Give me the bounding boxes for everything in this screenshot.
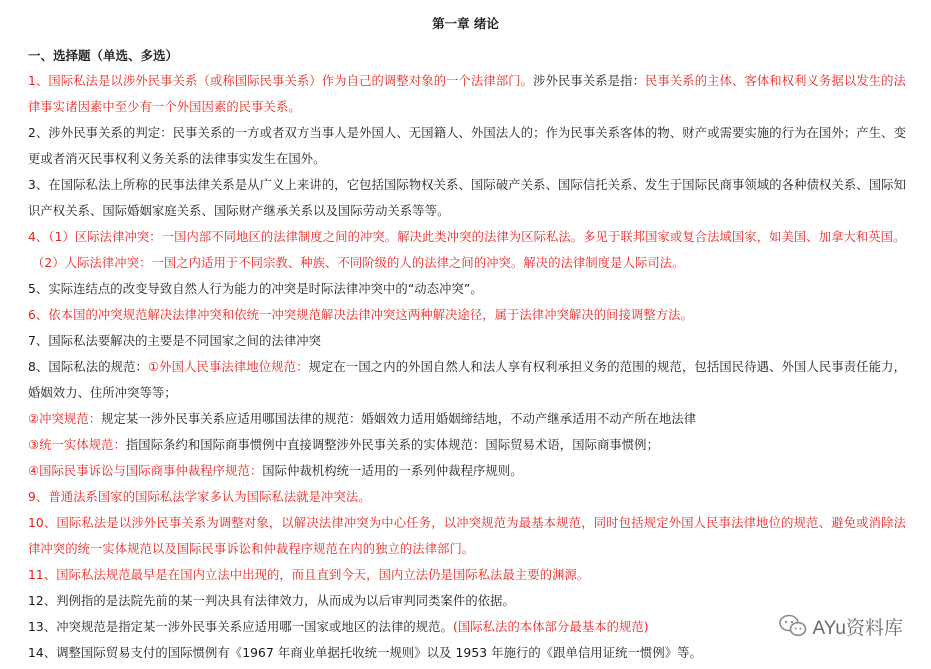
item-8-lead: 8、国际私法的规范： xyxy=(28,360,149,374)
item-3: 3、在国际私法上所称的民事法律关系是从广义上来讲的，它包括国际物权关系、国际破产关系、国际信托关系、发生于国际民商事领域的各种债权关系、国际知识产权关系、国际婚姻家庭关系、国际财产继承关系以及国际劳动关系等等。 xyxy=(28,178,906,218)
chat-bubbles-icon xyxy=(779,614,807,638)
item-9: 9、普通法系国家的国际私法学家多认为国际私法就是冲突法。 xyxy=(28,490,371,504)
item-13-note: (国际私法的本体部分最基本的规范) xyxy=(452,620,649,634)
item-6: 6、依本国的冲突规范解决法律冲突和依统一冲突规范解决法律冲突这两种解决途径，属于法律冲突解决的间接调整方法。 xyxy=(28,308,693,322)
item-1 xyxy=(28,68,906,120)
item-4b: （2）人际法律冲突：一国之内适用于不同宗教、种族、不同阶级的人的法律之间的冲突。解决的法律制度是人际司法。 xyxy=(32,256,685,270)
item-4a: 4、（1）区际法律冲突：一国内部不同地区的法律制度之间的冲突。解决此类冲突的法律为区际私法。多见于联邦国家或复合法域国家，如美国、加拿大和英国。 xyxy=(28,230,906,244)
item-1-definition: 1、国际私法是以涉外民事关系（或称国际民事关系）作为自己的调整对象的一个法律部门。 xyxy=(28,74,534,88)
item-8-norm-4-text: 国际仲裁机构统一适用的一系列仲裁程序规则。 xyxy=(262,464,523,478)
chapter-title: 第一章 绪论 xyxy=(432,16,499,31)
item-8-norm-2-label: ②冲突规范： xyxy=(28,412,102,426)
item-14: 14、调整国际贸易支付的国际惯例有《1967 年商业单据托收统一规则》以及 1953 年施行的《跟单信用证统一惯例》等。 xyxy=(28,646,702,660)
item-10: 10、国际私法是以涉外民事关系为调整对象，以解决法律冲突为中心任务，以冲突规范为最基本规范，同时包括规定外国人民事法律地位的规范、避免或消除法律冲突的统一实体规范以及国际民事诉讼和仲裁程序规范在内的独立的法律部门。 xyxy=(28,516,906,556)
item-12: 12、判例指的是法院先前的某一判决具有法律效力，从而成为以后审判同类案件的依据。 xyxy=(28,594,515,608)
item-8-norm-3 xyxy=(28,432,906,458)
item-2: 2、涉外民事关系的判定：民事关系的一方或者双方当事人是外国人、无国籍人、外国法人的；作为民事关系客体的物、财产或需要实施的行为在国外；产生、变更或者消灭民事权利义务关系的法律事实发生在国外。 xyxy=(28,126,906,166)
item-11: 11、国际私法规范最早是在国内立法中出现的，而且直到今天，国内立法仍是国际私法最主要的渊源。 xyxy=(28,568,590,582)
item-13 xyxy=(28,614,668,640)
item-8-norm-4 xyxy=(28,458,906,484)
item-1-detail: 民事关系的主体、客体和权利义务据以发生的法律事实诸因素中至少有一个外国因素的民事关系。 xyxy=(28,74,906,114)
item-8-norm-1-text: 规定在一国之内的外国自然人和法人享有权利承担义务的范围的规范，包括国民待遇、外国人民事责任能力，婚姻效力、住所冲突等等； xyxy=(28,360,906,400)
item-8-norm-4-label: ④国际民事诉讼与国际商事仲裁程序规范： xyxy=(28,464,263,478)
item-8-norm-3-text: 指国际条约和国际商事惯例中直接调整涉外民事关系的实体规范：国际贸易术语，国际商事惯例； xyxy=(125,438,659,452)
section-heading: 一、选择题（单选、多选） xyxy=(28,48,179,63)
watermark xyxy=(779,612,903,640)
item-5: 5、实际连结点的改变导致自然人行为能力的冲突是时际法律冲突中的“动态冲突”。 xyxy=(28,282,483,296)
watermark-text: AYu资料库 xyxy=(812,617,903,639)
item-1-lead: 涉外民事关系是指： xyxy=(533,74,646,88)
item-8-norm-1-label: ①外国人民事法律地位规范： xyxy=(148,360,309,374)
item-8-norm-2-text: 规定某一涉外民事关系应适用哪国法律的规范：婚姻效力适用婚姻缔结地，不动产继承适用不动产所在地法律 xyxy=(101,412,697,426)
item-8-norm-2 xyxy=(28,406,906,432)
item-13-text: 13、冲突规范是指定某一涉外民事关系应适用哪一国家或地区的法律的规范。 xyxy=(28,620,453,634)
item-8-norm-3-label: ③统一实体规范： xyxy=(28,438,126,452)
item-8 xyxy=(28,354,906,406)
item-7: 7、国际私法要解决的主要是不同国家之间的法律冲突 xyxy=(28,334,322,348)
